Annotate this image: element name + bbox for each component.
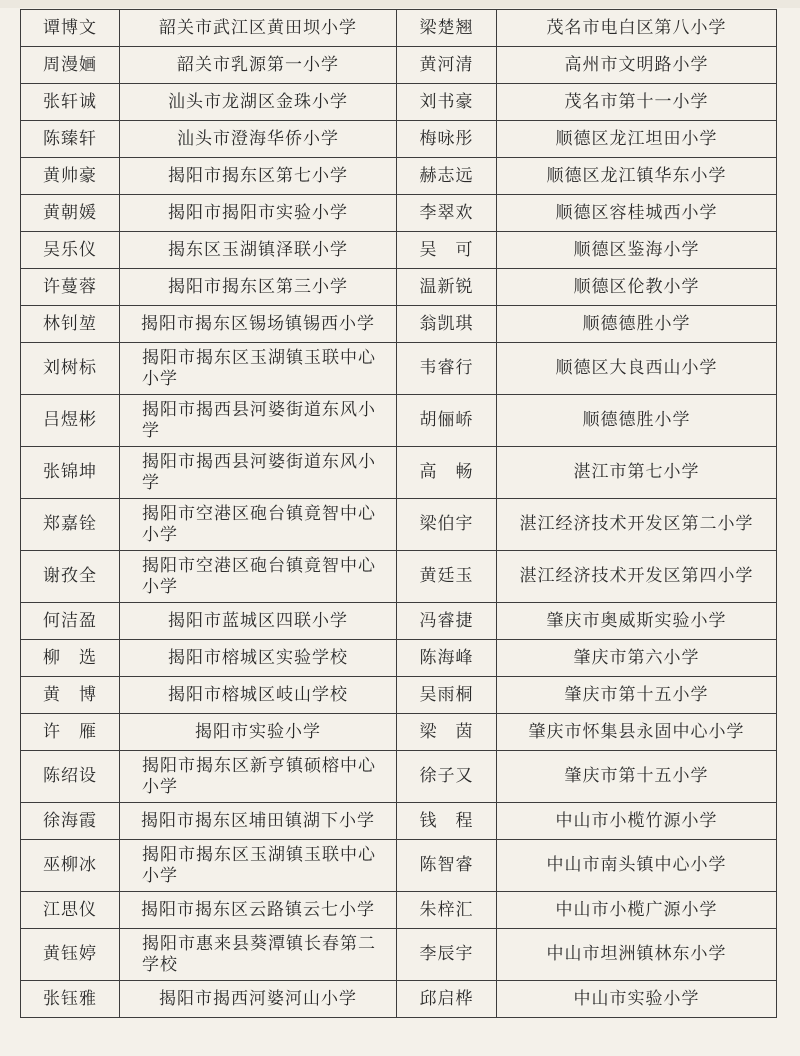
school-name-cell: 揭阳市揭西县河婆街道东风小学 — [120, 447, 397, 499]
table-row — [21, 751, 777, 803]
student-name-cell: 翁凯琪 — [397, 306, 497, 343]
school-name-cell: 揭阳市榕城区实验学校 — [120, 640, 397, 677]
school-name-cell: 揭阳市实验小学 — [120, 714, 397, 751]
student-name-cell: 陈智睿 — [397, 840, 497, 892]
school-name-cell: 揭阳市揭阳市实验小学 — [120, 195, 397, 232]
student-name-cell: 江思仪 — [21, 892, 120, 929]
student-roster-table — [20, 9, 777, 1018]
student-name-cell: 徐子又 — [397, 751, 497, 803]
student-name-cell: 胡俪峤 — [397, 395, 497, 447]
school-name-cell: 汕头市龙湖区金珠小学 — [120, 84, 397, 121]
table-row — [21, 47, 777, 84]
student-name-cell: 刘树标 — [21, 343, 120, 395]
table-row — [21, 603, 777, 640]
school-name-cell: 肇庆市奥威斯实验小学 — [497, 603, 777, 640]
table-row — [21, 306, 777, 343]
school-name-cell: 肇庆市第十五小学 — [497, 677, 777, 714]
table-row — [21, 195, 777, 232]
roster-body — [21, 10, 777, 1018]
student-name-cell: 温新锐 — [397, 269, 497, 306]
table-row — [21, 981, 777, 1018]
table-row — [21, 232, 777, 269]
school-name-cell: 揭阳市揭东区新亨镇硕榕中心小学 — [120, 751, 397, 803]
student-name-cell: 李翠欢 — [397, 195, 497, 232]
school-name-cell: 肇庆市第六小学 — [497, 640, 777, 677]
table-row — [21, 929, 777, 981]
school-name-cell: 肇庆市第十五小学 — [497, 751, 777, 803]
student-name-cell: 郑嘉铨 — [21, 499, 120, 551]
table-row — [21, 551, 777, 603]
school-name-cell: 韶关市乳源第一小学 — [120, 47, 397, 84]
student-name-cell: 许蔓蓉 — [21, 269, 120, 306]
table-row — [21, 714, 777, 751]
student-name-cell: 黄朝媛 — [21, 195, 120, 232]
student-name-cell: 何洁盈 — [21, 603, 120, 640]
student-name-cell: 巫柳冰 — [21, 840, 120, 892]
school-name-cell: 顺德德胜小学 — [497, 306, 777, 343]
student-name-cell: 林钊堃 — [21, 306, 120, 343]
school-name-cell: 揭阳市惠来县葵潭镇长春第二学校 — [120, 929, 397, 981]
student-name-cell: 许 雁 — [21, 714, 120, 751]
table-row — [21, 840, 777, 892]
school-name-cell: 揭阳市揭东区玉湖镇玉联中心小学 — [120, 840, 397, 892]
school-name-cell: 顺德德胜小学 — [497, 395, 777, 447]
student-name-cell: 黄钰婷 — [21, 929, 120, 981]
table-row — [21, 395, 777, 447]
student-name-cell: 韦睿行 — [397, 343, 497, 395]
student-name-cell: 邱启桦 — [397, 981, 497, 1018]
school-name-cell: 湛江经济技术开发区第四小学 — [497, 551, 777, 603]
school-name-cell: 中山市小榄竹源小学 — [497, 803, 777, 840]
table-row — [21, 803, 777, 840]
table-row — [21, 892, 777, 929]
school-name-cell: 揭阳市揭东区锡场镇锡西小学 — [120, 306, 397, 343]
student-name-cell: 柳 选 — [21, 640, 120, 677]
school-name-cell: 湛江市第七小学 — [497, 447, 777, 499]
school-name-cell: 揭阳市空港区砲台镇竟智中心小学 — [120, 551, 397, 603]
student-name-cell: 黄河清 — [397, 47, 497, 84]
student-name-cell: 朱梓汇 — [397, 892, 497, 929]
school-name-cell: 中山市小榄广源小学 — [497, 892, 777, 929]
student-name-cell: 黄 博 — [21, 677, 120, 714]
school-name-cell: 高州市文明路小学 — [497, 47, 777, 84]
school-name-cell: 揭阳市榕城区岐山学校 — [120, 677, 397, 714]
student-name-cell: 李辰宇 — [397, 929, 497, 981]
student-name-cell: 赫志远 — [397, 158, 497, 195]
school-name-cell: 茂名市第十一小学 — [497, 84, 777, 121]
school-name-cell: 中山市实验小学 — [497, 981, 777, 1018]
school-name-cell: 中山市坦洲镇林东小学 — [497, 929, 777, 981]
student-name-cell: 梅咏彤 — [397, 121, 497, 158]
school-name-cell: 顺德区容桂城西小学 — [497, 195, 777, 232]
student-name-cell: 谢孜全 — [21, 551, 120, 603]
table-row — [21, 677, 777, 714]
student-name-cell: 梁楚翘 — [397, 10, 497, 47]
student-name-cell: 吴 可 — [397, 232, 497, 269]
school-name-cell: 揭阳市揭东区玉湖镇玉联中心小学 — [120, 343, 397, 395]
student-name-cell: 陈绍设 — [21, 751, 120, 803]
school-name-cell: 顺德区伦教小学 — [497, 269, 777, 306]
table-row — [21, 499, 777, 551]
student-name-cell: 刘书豪 — [397, 84, 497, 121]
school-name-cell: 揭阳市揭西河婆河山小学 — [120, 981, 397, 1018]
table-row — [21, 269, 777, 306]
school-name-cell: 汕头市澄海华侨小学 — [120, 121, 397, 158]
student-name-cell: 周漫婳 — [21, 47, 120, 84]
school-name-cell: 顺德区龙江坦田小学 — [497, 121, 777, 158]
student-name-cell: 钱 程 — [397, 803, 497, 840]
student-name-cell: 高 畅 — [397, 447, 497, 499]
school-name-cell: 揭阳市揭东区第七小学 — [120, 158, 397, 195]
table-row — [21, 84, 777, 121]
table-row — [21, 121, 777, 158]
school-name-cell: 揭阳市揭东区云路镇云七小学 — [120, 892, 397, 929]
student-name-cell: 谭博文 — [21, 10, 120, 47]
student-name-cell: 冯睿捷 — [397, 603, 497, 640]
student-name-cell: 黄廷玉 — [397, 551, 497, 603]
school-name-cell: 中山市南头镇中心小学 — [497, 840, 777, 892]
student-name-cell: 张钰雅 — [21, 981, 120, 1018]
school-name-cell: 湛江经济技术开发区第二小学 — [497, 499, 777, 551]
student-name-cell: 梁 茵 — [397, 714, 497, 751]
school-name-cell: 顺德区龙江镇华东小学 — [497, 158, 777, 195]
school-name-cell: 顺德区大良西山小学 — [497, 343, 777, 395]
student-name-cell: 陈海峰 — [397, 640, 497, 677]
student-name-cell: 陈臻轩 — [21, 121, 120, 158]
student-name-cell: 吴雨桐 — [397, 677, 497, 714]
school-name-cell: 揭东区玉湖镇泽联小学 — [120, 232, 397, 269]
student-name-cell: 徐海霞 — [21, 803, 120, 840]
school-name-cell: 茂名市电白区第八小学 — [497, 10, 777, 47]
student-name-cell: 张轩诚 — [21, 84, 120, 121]
table-row — [21, 447, 777, 499]
student-name-cell: 梁伯宇 — [397, 499, 497, 551]
school-name-cell: 揭阳市蓝城区四联小学 — [120, 603, 397, 640]
school-name-cell: 揭阳市揭东区埔田镇湖下小学 — [120, 803, 397, 840]
school-name-cell: 揭阳市空港区砲台镇竟智中心小学 — [120, 499, 397, 551]
page-top-edge — [0, 0, 800, 8]
table-row — [21, 640, 777, 677]
student-name-cell: 吕煜彬 — [21, 395, 120, 447]
student-name-cell: 黄帅豪 — [21, 158, 120, 195]
student-name-cell: 张锦坤 — [21, 447, 120, 499]
table-row — [21, 158, 777, 195]
school-name-cell: 揭阳市揭东区第三小学 — [120, 269, 397, 306]
table-row — [21, 343, 777, 395]
school-name-cell: 揭阳市揭西县河婆街道东风小学 — [120, 395, 397, 447]
student-name-cell: 吴乐仪 — [21, 232, 120, 269]
table-row — [21, 10, 777, 47]
school-name-cell: 韶关市武江区黄田坝小学 — [120, 10, 397, 47]
school-name-cell: 肇庆市怀集县永固中心小学 — [497, 714, 777, 751]
school-name-cell: 顺德区鉴海小学 — [497, 232, 777, 269]
